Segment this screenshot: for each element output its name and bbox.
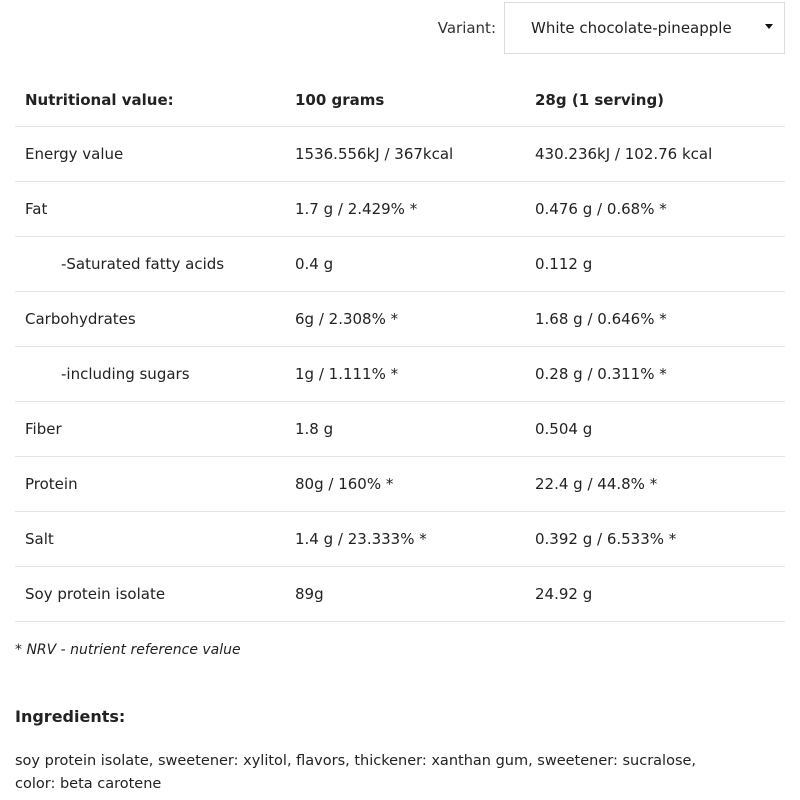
value-per-100g: 6g / 2.308% *	[285, 292, 525, 347]
table-row	[15, 292, 785, 347]
table-row	[15, 402, 785, 457]
nutrition-table	[15, 73, 785, 622]
table-header-row	[15, 73, 785, 127]
nutrient-name: Energy value	[15, 127, 285, 182]
value-per-serving: 0.476 g / 0.68% *	[525, 182, 785, 237]
variant-dropdown[interactable]	[504, 2, 785, 54]
value-per-serving: 22.4 g / 44.8% *	[525, 457, 785, 512]
variant-selected-value: White chocolate-pineapple	[531, 19, 732, 37]
table-row	[15, 347, 785, 402]
value-per-serving: 1.68 g / 0.646% *	[525, 292, 785, 347]
value-per-100g: 0.4 g	[285, 237, 525, 292]
table-row	[15, 567, 785, 622]
nutrient-name: -Saturated fatty acids	[15, 237, 285, 292]
nutrient-name: Fat	[15, 182, 285, 237]
table-row	[15, 512, 785, 567]
header-nutritional-value: Nutritional value:	[15, 73, 285, 127]
nutrient-name: Carbohydrates	[15, 292, 285, 347]
ingredients-text: soy protein isolate, sweetener: xylitol, flavors, thickener: xanthan gum, sweetener: sucralose, color: beta carotene	[15, 753, 697, 792]
value-per-100g: 1.8 g	[285, 402, 525, 457]
variant-label: Variant:	[437, 19, 496, 37]
nutrient-name: Salt	[15, 512, 285, 567]
value-per-serving: 24.92 g	[525, 567, 785, 622]
value-per-100g: 1g / 1.111% *	[285, 347, 525, 402]
table-row	[15, 127, 785, 182]
table-row	[15, 457, 785, 512]
value-per-100g: 1.4 g / 23.333% *	[285, 512, 525, 567]
ingredients-heading: Ingredients:	[15, 707, 126, 726]
caret-down-icon	[765, 24, 773, 29]
value-per-serving: 0.28 g / 0.311% *	[525, 347, 785, 402]
value-per-serving: 0.112 g	[525, 237, 785, 292]
header-serving: 28g (1 serving)	[525, 73, 785, 127]
value-per-100g: 1536.556kJ / 367kcal	[285, 127, 525, 182]
value-per-serving: 0.392 g / 6.533% *	[525, 512, 785, 567]
table-row	[15, 237, 785, 292]
value-per-100g: 80g / 160% *	[285, 457, 525, 512]
nutrient-name: Soy protein isolate	[15, 567, 285, 622]
header-100-grams: 100 grams	[285, 73, 525, 127]
value-per-100g: 1.7 g / 2.429% *	[285, 182, 525, 237]
value-per-100g: 89g	[285, 567, 525, 622]
table-row	[15, 182, 785, 237]
value-per-serving: 0.504 g	[525, 402, 785, 457]
value-per-serving: 430.236kJ / 102.76 kcal	[525, 127, 785, 182]
nrv-footnote: * NRV - nutrient reference value	[15, 642, 241, 658]
nutrient-name: -including sugars	[15, 347, 285, 402]
variant-selector	[438, 2, 785, 54]
nutrient-name: Fiber	[15, 402, 285, 457]
nutrient-name: Protein	[15, 457, 285, 512]
